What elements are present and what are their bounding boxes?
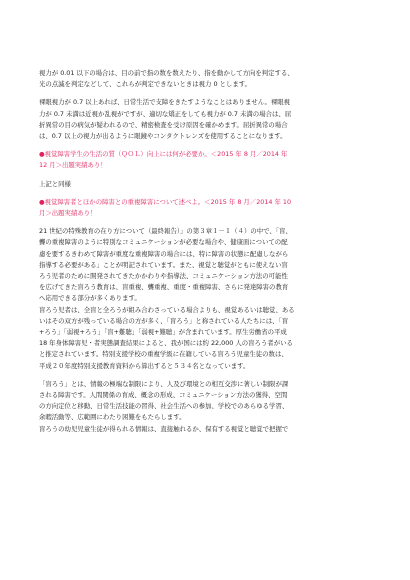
text-line: 裸眼視力が 0.7 以上あれば、日常生活で支障をきたすようなことはありません。裸眼視 [39, 98, 291, 107]
text-line: ろう児者のために開発されてきたかかわりや指導法、コミュニケーション方法の可能性 [39, 272, 288, 281]
text-line: 力が 0.7 未満は近視か乱視がですが、適切な矯正をしても視力が 0.7 未満の場合は、屈 [39, 109, 292, 118]
text-line: 21 世紀の特殊教育の在り方について（最終報告）」の第３章１－１（４）の中で、「盲、 [39, 227, 292, 236]
text-line: と推定されています。特別支援学校の重複学級に在籍している盲ろう児童生徒の数は、 [39, 350, 288, 359]
paragraph-visual-acuity-zero [39, 68, 370, 90]
question-heading-multiple-disability [39, 197, 370, 219]
question-heading-qol [39, 149, 370, 171]
heading-line [39, 149, 370, 160]
text-line: される障害です。人間関係の育成、概念の形成、コミュニケーション方法の獲得、空間 [39, 391, 288, 400]
same-as-above-note: 上記と同様 [39, 179, 71, 188]
paragraph-deafblind-definition [39, 379, 370, 435]
text-line: +ろう」「弱視+ろう」「盲+難聴」「弱視+難聴」が含まれています。厚生労働省の平成 [39, 328, 287, 337]
text-line: 視力が 0.01 以下の場合は、目の前で指の数を数えたり、指を動かして方向を判定する、 [39, 69, 294, 77]
heading-line: 12 月＞出題実績あり！ [39, 161, 107, 170]
heading-text: 視覚障害学生の生活の質（ＱＯＬ）向上には何が必要か。＜2015 年 8 月／2014 年 [44, 150, 288, 159]
text-line: を広げてきた盲ろう教育は、盲重複、聾重複、重度・重複障害、さらに発達障害の教育 [39, 283, 289, 292]
text-line: 余暇活動等、広範囲にわたり困難をもたらします。 [39, 413, 186, 422]
heading-text: 視覚障害者とほかの障害との重複障害について述べよ。＜2015 年 8 月／2014 年 10 [44, 197, 292, 206]
text-line: 「盲ろう」とは、情報の極端な制限により、人及び環境との相互交渉に著しい制限が課 [39, 379, 289, 388]
bullet-icon: ● [39, 197, 45, 206]
bullet-icon: ● [39, 150, 45, 159]
text-line: 盲ろう児者は、全盲と全ろうが組み合わさっている場合よりも、視覚あるいは聴覚、ある [39, 305, 295, 314]
text-line: 光の点滅を判定などして、これらが判定できないときは視力 0 とします。 [39, 80, 251, 89]
text-line: 平成２０年度特別支援教育資料から算出すると５３４名となっています。 [39, 361, 250, 370]
text-line: へ応用できる部分が多くあります。 [39, 294, 141, 303]
heading-line: 月＞出題実績あり！ [39, 209, 97, 218]
text-line: 聾の重複障害のように特別なコミュニケーションが必要な場合や、健康面についての配 [39, 238, 288, 247]
text-line: 折異常の目の病気が疑われるので、精密検査を受け原因を確かめます。屈折異常の場合 [39, 120, 288, 129]
text-line: の方向定位と移動、日常生活技能の習得、社会生活への参加、学校でのあらゆる学習、 [39, 402, 289, 411]
text-line: 指導する必要がある」ことが明記されています。また、視覚と聴覚がともに使えない盲 [39, 260, 288, 269]
paragraph-visual-acuity-correction [39, 97, 370, 142]
text-line: 慮を要するきわめて障害が重度な重複障害の場合には、特に障害の状態に配慮しながら [39, 249, 289, 258]
heading-line [39, 197, 370, 208]
text-line: 18 年身体障害児・者実態調査結果によると、我が国には約 22,000 人の盲ろう者がいる [39, 339, 293, 348]
text-line: 盲ろうの幼児児童生徒が得られる情報は、直接触れるか、保有する視覚と聴覚で把握で [39, 424, 289, 433]
paragraph-deafblind-education [39, 226, 370, 372]
text-line: いはその双方が残っている場合の方が多く、「盲ろう」と称されている人たちには、「盲 [39, 316, 289, 325]
text-line: は、0.7 以上の視力が出るように眼鏡やコンタクトレンズを使用することになります。 [39, 132, 287, 141]
